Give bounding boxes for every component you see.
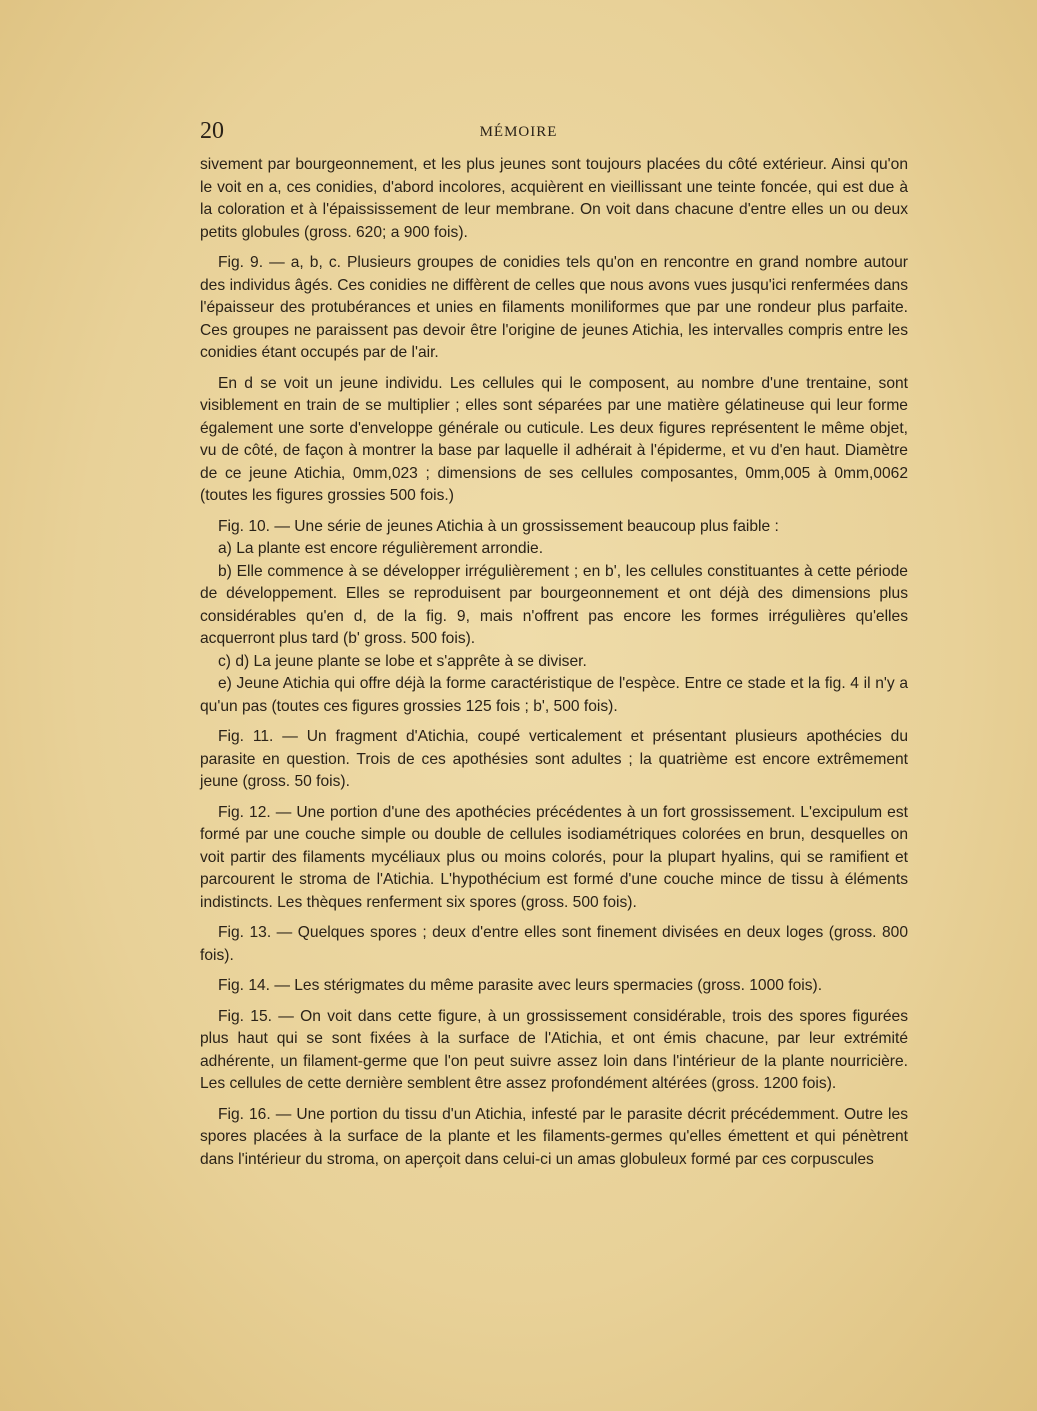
fig-10-item-e: e) Jeune Atichia qui offre déjà la forme caractéristique de l'espèce. Entre ce stade et la fig. 4 il n'y a qu'un pas (toutes ces figures grossies 125 fois ; b', 500 fois). [200, 675, 908, 715]
fig-10-caption: Fig. 10. — Une série de jeunes Atichia à un grossissement beaucoup plus faible : [218, 517, 779, 535]
fig-9-caption: Fig. 9. — a, b, c. Plusieurs groupes de conidies tels qu'on en rencontre en grand nombre autour des individus âgés. Ces conidies ne diffèrent de celles que nous avons vues jusqu'ici renfermées dans l'épaisseur des protubérances et unies en filaments moniliformes que par une rondeur plus parfaite. Ces groupes ne paraissent pas devoir être l'origine de jeunes Atichia, les intervalles compris entre les conidies étant occupés par de l'air. [200, 254, 908, 361]
fig-16-caption: Fig. 16. — Une portion du tissu d'un Atichia, infesté par le parasite décrit précédemment. Outre les spores placées à la surface de la plante et les filaments-germes qu'elles émettent et qui pénètrent dans l'intérieur du stroma, on aperçoit dans celui-ci un amas globuleux formé par ces corpuscules [200, 1105, 908, 1168]
fig-13-caption: Fig. 13. — Quelques spores ; deux d'entre elles sont finement divisées en deux loges (gross. 800 fois). [200, 924, 908, 964]
page-number: 20 [200, 118, 224, 144]
paragraph: sivement par bourgeonnement, et les plus jeunes sont toujours placées du côté extérieur. Ainsi qu'on le voit en a, ces conidies, d'abord incolores, acquièrent en vieillissant une teinte foncée, qui est due à la coloration et à l'épaississement de leur membrane. On voit dans chacune d'entre elles un ou deux petits globules (gross. 620; a 900 fois). [200, 156, 908, 241]
body-text [200, 154, 908, 1179]
fig-11-caption: Fig. 11. — Un fragment d'Atichia, coupé verticalement et présentant plusieurs apothécies du parasite en question. Trois de ces apothésies sont adultes ; la quatrième est encore extrêmement jeune (gross. 50 fois). [200, 728, 908, 790]
paragraph: En d se voit un jeune individu. Les cellules qui le composent, au nombre d'une trentaine, sont visiblement en train de se multiplier ; elles sont séparées par une matière gélatineuse qui leur forme également une sorte d'enveloppe générale ou cuticule. Les deux figures représentent le même objet, vu de côté, de façon à montrer la base par laquelle il adhérait à l'épiderme, et vu d'en haut. Diamètre de ce jeune Atichia, 0mm,023 ; dimensions de ses cellules composantes, 0mm,005 à 0mm,0062 (toutes les figures grossies 500 fois.) [200, 374, 908, 504]
fig-14-caption: Fig. 14. — Les stérigmates du même parasite avec leurs spermacies (gross. 1000 fois). [218, 977, 823, 994]
fig-10-item-cd: c) d) La jeune plante se lobe et s'apprête à se diviser. [218, 652, 587, 670]
fig-15-caption: Fig. 15. — On voit dans cette figure, à un grossissement considérable, trois des spores figurées plus haut qui se sont fixées à la surface de l'Atichia, et ont émis chacune, par leur extrémité adhérente, un filament-germe que l'on peut suivre assez loin dans l'intérieur de la plante nourricière. Les cellules de cette dernière semblent être assez profondément altérées (gross. 1200 fois). [200, 1007, 908, 1092]
fig-10-item-b: b) Elle commence à se développer irrégulièrement ; en b', les cellules constituantes à cette période de développement. Elles se reproduisent par bourgeonnement et ont déjà des dimensions plus considérables qu'en d, de la fig. 9, mais n'offrent pas encore les formes irrégulières qu'elles acquerront plus tard (b' gross. 500 fois). [200, 562, 908, 647]
fig-12-caption: Fig. 12. — Une portion d'une des apothécies précédentes à un fort grossissement. L'excipulum est formé par une couche simple ou double de cellules isodiamétriques colorées en brun, desquelles on voit partir des filaments mycéliaux plus ou moins colorés, pour la plupart hyalins, qui se ramifient et parcourent le stroma de l'Atichia. L'hypothécium est formé d'une couche mince de tissu à éléments indistincts. Les thèques renferment six spores (gross. 500 fois). [200, 803, 908, 911]
running-title: MÉMOIRE [479, 124, 558, 140]
fig-10-item-a: a) La plante est encore régulièrement arrondie. [218, 540, 544, 557]
